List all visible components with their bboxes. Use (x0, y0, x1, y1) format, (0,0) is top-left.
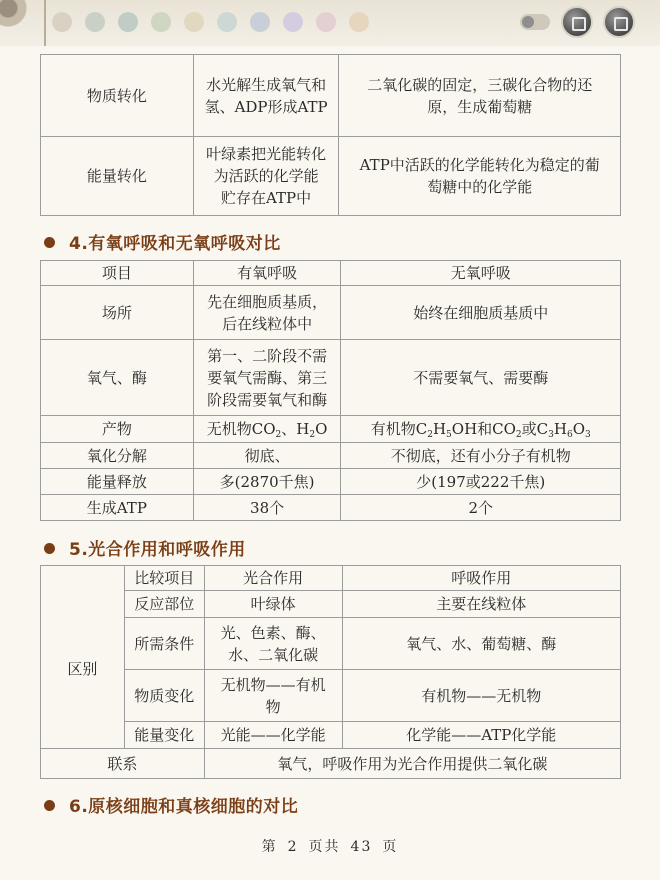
light-reaction-cell: 水光解生成氧气和 氢、ADP形成ATP (193, 55, 339, 137)
photo-respiration-table (40, 565, 621, 779)
anaerobic-cell: 2个 (341, 495, 621, 521)
row-label: 场所 (41, 286, 194, 340)
row-label: 反应部位 (124, 591, 204, 618)
respiration-cell: 有机物——无机物 (342, 670, 621, 722)
link-cell: 氧气，呼吸作用为光合作用提供二氧化碳 (204, 749, 620, 779)
section-heading: 4.有氧呼吸和无氧呼吸对比 (44, 232, 281, 256)
table-row (41, 591, 621, 618)
column-header: 无氧呼吸 (341, 261, 621, 286)
color-dot (349, 12, 369, 32)
row-label: 生成ATP (41, 495, 194, 521)
column-header: 光合作用 (204, 566, 342, 591)
row-label: 联系 (41, 749, 205, 779)
dark-reaction-cell: ATP中活跃的化学能转化为稳定的葡 萄糖中的化学能 (339, 137, 621, 216)
anaerobic-cell: 少(197或222千焦) (341, 469, 621, 495)
color-dot (184, 12, 204, 32)
page-total: 43 (350, 839, 373, 855)
respiration-cell: 氧气、水、葡萄糖、酶 (342, 618, 621, 670)
aerobic-cell: 彻底、 (193, 443, 341, 469)
dark-reaction-cell: 二氧化碳的固定，三碳化合物的还 原，生成葡萄糖 (339, 55, 621, 137)
photosynthesis-cell: 无机物——有机 物 (204, 670, 342, 722)
aerobic-cell: 多(2870千焦) (193, 469, 341, 495)
row-label: 能量释放 (41, 469, 194, 495)
color-dot (283, 12, 303, 32)
blank-cell (41, 566, 125, 591)
bullet-icon (44, 237, 55, 248)
column-header: 呼吸作用 (342, 566, 621, 591)
top-toolbar (0, 0, 660, 46)
section-heading: 6.原核细胞和真核细胞的对比 (44, 795, 298, 819)
photosynthesis-cell: 叶绿体 (204, 591, 342, 618)
group-label: 区别 (41, 591, 125, 749)
color-dot (217, 12, 237, 32)
row-label: 所需条件 (124, 618, 204, 670)
table-row (41, 469, 621, 495)
respiration-cell: 主要在线粒体 (342, 591, 621, 618)
row-label: 氧气、酶 (41, 340, 194, 416)
light-reaction-cell: 叶绿素把光能转化 为活跃的化学能 贮存在ATP中 (193, 137, 339, 216)
table-row (41, 670, 621, 722)
table-row (41, 137, 621, 216)
photosynthesis-cell: 光能——化学能 (204, 722, 342, 749)
page-icon[interactable] (603, 6, 635, 38)
corner-ornament (0, 0, 46, 46)
anaerobic-cell: 始终在细胞质基质中 (341, 286, 621, 340)
page-footer: 第 2 页共 43 页 (261, 839, 399, 855)
table-row (41, 722, 621, 749)
bullet-icon (44, 800, 55, 811)
table-row (41, 55, 621, 137)
table-row (41, 340, 621, 416)
table-row (41, 618, 621, 670)
anaerobic-cell: 不彻底，还有小分子有机物 (341, 443, 621, 469)
table-header-row (41, 566, 621, 591)
row-label: 能量变化 (124, 722, 204, 749)
column-header: 比较项目 (124, 566, 204, 591)
photosynthesis-table (40, 54, 621, 216)
aerobic-cell: 无机物$CO_2$、$H_2O$ (193, 416, 341, 443)
row-label: 能量转化 (41, 137, 194, 216)
anaerobic-cell: 有机物$C_2H_5OH$和$CO_2$或$C_3H_6O_3$ (341, 416, 621, 443)
row-label: 物质变化 (124, 670, 204, 722)
section-heading: 5.光合作用和呼吸作用 (44, 538, 246, 562)
column-header: 有氧呼吸 (193, 261, 341, 286)
respiration-table (40, 260, 621, 521)
aerobic-cell: 第一、二阶段不需 要氧气需酶、第三 阶段需要氧气和酶 (193, 340, 341, 416)
table-row (41, 286, 621, 340)
color-dot (85, 12, 105, 32)
row-label: 氧化分解 (41, 443, 194, 469)
column-header: 项目 (41, 261, 194, 286)
aerobic-cell: 先在细胞质基质， 后在线粒体中 (193, 286, 341, 340)
page-number: 2 (287, 839, 299, 855)
color-dot (52, 12, 72, 32)
row-label: 物质转化 (41, 55, 194, 137)
aerobic-cell: 38个 (193, 495, 341, 521)
table-row (41, 416, 621, 443)
menu-icon[interactable] (561, 6, 593, 38)
color-dot (250, 12, 270, 32)
toggle-slider[interactable] (520, 14, 550, 30)
row-label: 产物 (41, 416, 194, 443)
table-row (41, 443, 621, 469)
table-header-row (41, 261, 621, 286)
color-dot (151, 12, 171, 32)
respiration-cell: 化学能——ATP化学能 (342, 722, 621, 749)
bullet-icon (44, 543, 55, 554)
anaerobic-cell: 不需要氧气、需要酶 (341, 340, 621, 416)
table-row (41, 495, 621, 521)
color-dot (316, 12, 336, 32)
table-row (41, 749, 621, 779)
photosynthesis-cell: 光、色素、酶、 水、二氧化碳 (204, 618, 342, 670)
color-dot (118, 12, 138, 32)
